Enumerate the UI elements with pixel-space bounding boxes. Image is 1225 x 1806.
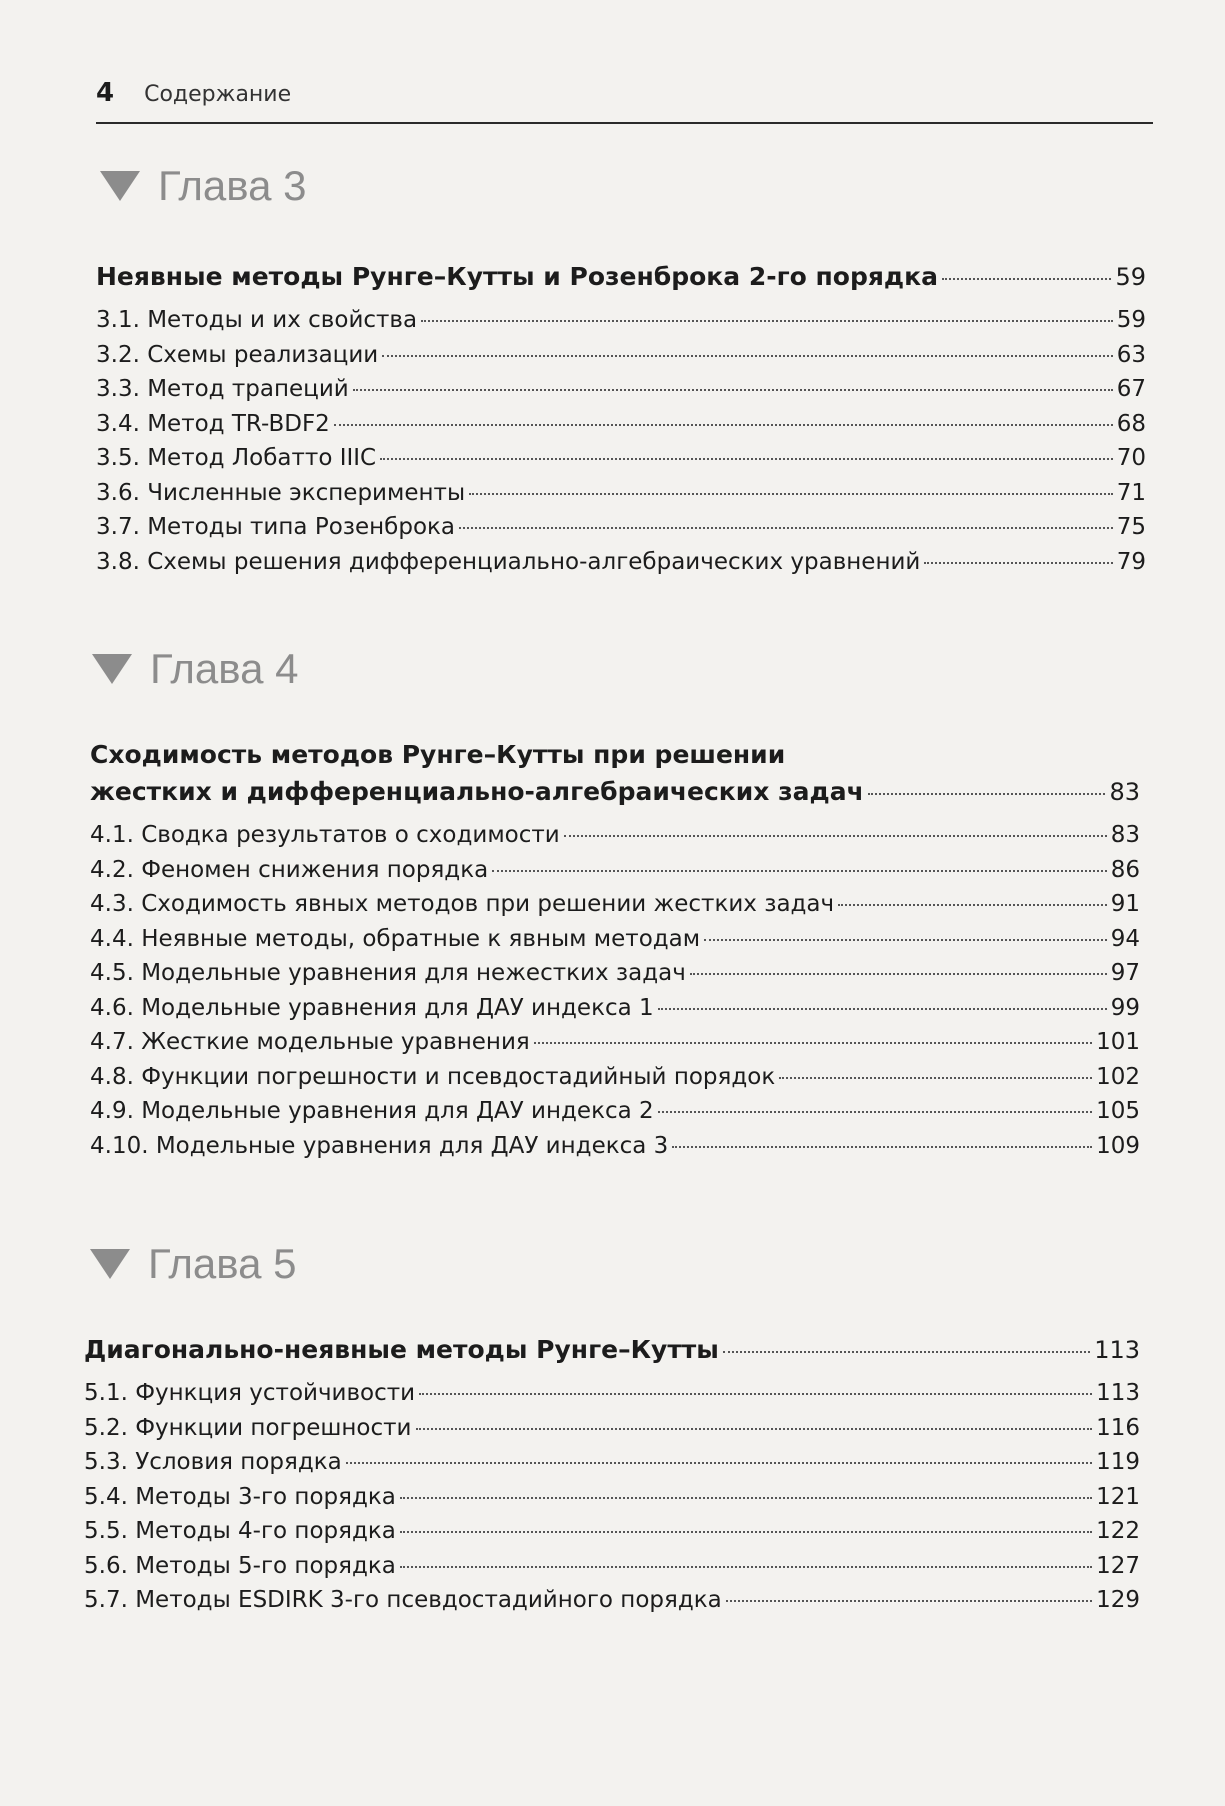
entry-label: 5.7. Методы ESDIRK 3-го псевдостадийного порядка — [84, 1587, 722, 1613]
page-ref: 59 — [1115, 263, 1146, 291]
chapter-4-toc — [90, 740, 1140, 1167]
dot-leader — [672, 1146, 1092, 1148]
dot-leader — [723, 1351, 1090, 1353]
toc-entry[interactable] — [84, 1553, 1140, 1588]
entry-label: 3.1. Методы и их свойства — [96, 307, 418, 333]
dot-leader — [658, 1008, 1107, 1010]
dot-leader — [346, 1462, 1092, 1464]
page-ref: 116 — [1096, 1414, 1140, 1441]
page-ref: 109 — [1096, 1132, 1140, 1159]
page-ref: 101 — [1096, 1029, 1140, 1055]
entry-label: 4.3. Сходимость явных методов при решении жестких задач — [90, 891, 835, 917]
dot-leader — [419, 1393, 1092, 1395]
running-head-title: Содержание — [144, 82, 292, 107]
dot-leader — [704, 939, 1107, 941]
page-ref: 94 — [1110, 925, 1140, 952]
toc-entry[interactable] — [96, 549, 1146, 584]
page-ref: 71 — [1116, 479, 1146, 506]
entry-label: 4.4. Неявные методы, обратные к явным методам — [90, 925, 701, 952]
toc-entry[interactable] — [90, 960, 1140, 995]
toc-entry[interactable] — [96, 445, 1146, 480]
dot-leader — [400, 1566, 1092, 1568]
dot-leader — [416, 1428, 1093, 1430]
chapter-heading-text: Глава 3 — [158, 162, 307, 209]
dot-leader — [726, 1600, 1092, 1602]
dot-leader — [942, 278, 1111, 280]
chapter-title-block[interactable] — [90, 740, 1140, 806]
entry-label: 4.5. Модельные уравнения для нежестких задач — [90, 960, 686, 986]
page-ref: 67 — [1116, 376, 1146, 402]
dot-leader — [838, 904, 1107, 906]
dot-leader — [382, 355, 1113, 357]
entry-label: 4.6. Модельные уравнения для ДАУ индекса 1 — [90, 994, 654, 1021]
chapter-title-line-2: жестких и дифференциально-алгебраических задач — [90, 777, 864, 806]
dot-leader — [421, 320, 1113, 322]
dot-leader — [924, 562, 1112, 564]
toc-entry[interactable] — [96, 480, 1146, 515]
entry-label: 4.7. Жесткие модельные уравнения — [90, 1029, 530, 1055]
dot-leader — [400, 1531, 1092, 1533]
chapter-5-heading — [90, 1240, 296, 1288]
toc-entry[interactable] — [90, 1064, 1140, 1099]
dot-leader — [492, 870, 1107, 872]
page-ref: 121 — [1096, 1483, 1140, 1510]
chapter-heading-text: Глава 5 — [148, 1240, 297, 1287]
entry-label: 5.4. Методы 3-го порядка — [84, 1483, 396, 1510]
toc-entry[interactable] — [90, 891, 1140, 926]
chapter-3-heading — [100, 162, 306, 210]
entry-label: 3.8. Схемы решения дифференциально-алгебраических уравнений — [96, 548, 921, 575]
entry-label: 3.7. Методы типа Розенброка — [96, 514, 456, 540]
dot-leader — [459, 527, 1113, 529]
chapter-4-heading — [92, 645, 298, 693]
triangle-marker-icon — [90, 1249, 130, 1279]
entry-label: 4.9. Модельные уравнения для ДАУ индекса 2 — [90, 1098, 654, 1124]
triangle-marker-icon — [92, 654, 132, 684]
dot-leader — [868, 793, 1106, 795]
chapter-title-row[interactable] — [84, 1335, 1140, 1364]
entry-label: 4.2. Феномен снижения порядка — [90, 856, 489, 883]
toc-entry[interactable] — [90, 1133, 1140, 1168]
page-ref: 91 — [1110, 891, 1140, 917]
toc-entry[interactable] — [90, 1029, 1140, 1064]
page-ref: 83 — [1109, 778, 1140, 806]
toc-entry[interactable] — [84, 1587, 1140, 1622]
dot-leader — [353, 389, 1113, 391]
entry-label: 3.5. Метод Лобатто IIIC — [96, 445, 377, 471]
running-head — [96, 78, 1153, 124]
page-ref: 102 — [1096, 1063, 1140, 1090]
page-ref: 119 — [1096, 1449, 1140, 1475]
entry-label: 3.2. Схемы реализации — [96, 341, 379, 368]
toc-entry[interactable] — [84, 1380, 1140, 1415]
dot-leader — [334, 424, 1113, 426]
chapter-heading-text: Глава 4 — [150, 645, 299, 692]
chapter-title-line-1: Сходимость методов Рунге–Кутты при решении — [90, 740, 786, 769]
page-ref: 79 — [1116, 548, 1146, 575]
page-ref: 86 — [1110, 856, 1140, 883]
dot-leader — [400, 1497, 1092, 1499]
entry-label: 3.4. Метод TR-BDF2 — [96, 410, 330, 437]
chapter-title: Диагонально-неявные методы Рунге–Кутты — [84, 1335, 719, 1364]
page-ref: 105 — [1096, 1098, 1140, 1124]
entry-label: 5.6. Методы 5-го порядка — [84, 1552, 396, 1579]
toc-entry[interactable] — [84, 1518, 1140, 1553]
toc-entry[interactable] — [96, 514, 1146, 549]
toc-entry[interactable] — [90, 822, 1140, 857]
dot-leader — [469, 493, 1113, 495]
toc-entry[interactable] — [84, 1484, 1140, 1519]
chapter-title-row[interactable] — [96, 262, 1146, 291]
toc-entry[interactable] — [90, 1098, 1140, 1133]
page-ref: 59 — [1116, 307, 1146, 333]
page-ref: 68 — [1116, 410, 1146, 437]
page-ref: 129 — [1096, 1587, 1140, 1613]
entry-label: 3.3. Метод трапеций — [96, 376, 349, 402]
dot-leader — [658, 1111, 1092, 1113]
page-ref: 63 — [1116, 341, 1146, 368]
page-ref: 113 — [1096, 1380, 1140, 1406]
page-ref: 99 — [1110, 994, 1140, 1021]
entry-label: 5.2. Функции погрешности — [84, 1414, 412, 1441]
page-ref: 127 — [1096, 1552, 1140, 1579]
toc-entry[interactable] — [96, 307, 1146, 342]
dot-leader — [380, 458, 1113, 460]
entry-label: 4.8. Функции погрешности и псевдостадийный порядок — [90, 1063, 776, 1090]
dot-leader — [564, 835, 1107, 837]
entry-label: 5.3. Условия порядка — [84, 1449, 342, 1475]
triangle-marker-icon — [100, 171, 140, 201]
page-ref: 70 — [1116, 445, 1146, 471]
chapter-title: Неявные методы Рунге–Кутты и Розенброка 2-го порядка — [96, 262, 938, 291]
toc-entry[interactable] — [96, 411, 1146, 446]
dot-leader — [690, 973, 1107, 975]
toc-entry[interactable] — [90, 995, 1140, 1030]
dot-leader — [779, 1077, 1092, 1079]
entry-label: 3.6. Численные эксперименты — [96, 479, 466, 506]
toc-entry[interactable] — [96, 376, 1146, 411]
toc-entry[interactable] — [84, 1415, 1140, 1450]
toc-entry[interactable] — [96, 342, 1146, 377]
dot-leader — [534, 1042, 1092, 1044]
chapter-3-toc — [96, 262, 1146, 583]
page-ref: 97 — [1110, 960, 1140, 986]
entry-label: 5.1. Функция устойчивости — [84, 1380, 416, 1406]
page-ref: 83 — [1110, 822, 1140, 848]
chapter-5-toc — [84, 1335, 1140, 1622]
page-number: 4 — [96, 78, 115, 108]
toc-entry[interactable] — [84, 1449, 1140, 1484]
toc-entry[interactable] — [90, 857, 1140, 892]
toc-entry[interactable] — [90, 926, 1140, 961]
page-ref: 75 — [1116, 514, 1146, 540]
page-ref: 113 — [1094, 1336, 1140, 1364]
entry-label: 4.10. Модельные уравнения для ДАУ индекса 3 — [90, 1132, 669, 1159]
page-ref: 122 — [1096, 1518, 1140, 1544]
entry-label: 4.1. Сводка результатов о сходимости — [90, 822, 560, 848]
entry-label: 5.5. Методы 4-го порядка — [84, 1518, 396, 1544]
